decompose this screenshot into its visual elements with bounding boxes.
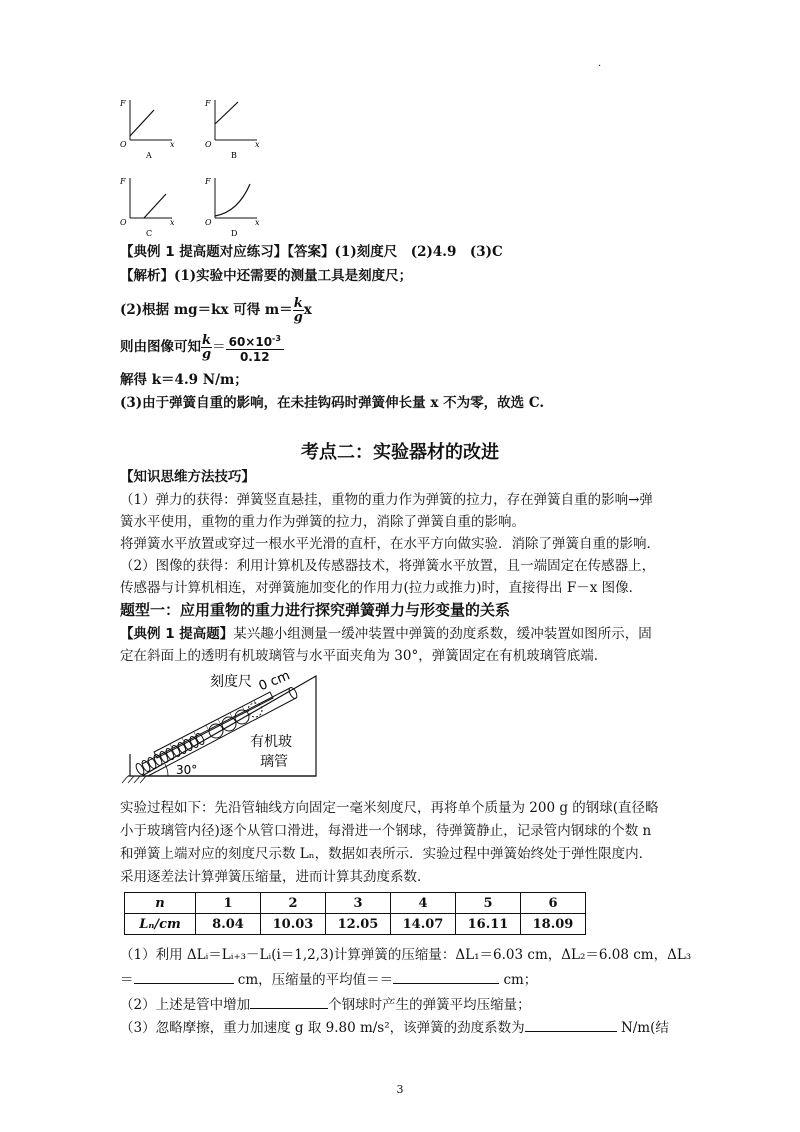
graph-b-x-label: x [255,140,260,149]
data-table [124,892,586,935]
question-1a: （1）利用 ΔLᵢ＝Lᵢ₊₃－Lᵢ(i＝1,2,3)计算弹簧的压缩量：ΔL₁＝6.03 cm，ΔL₂＝6.08 cm，ΔL₃ [120,947,692,963]
graph-d-y-label: F [205,177,211,186]
graph-d-label: D [231,229,238,238]
analysis-line-1 [120,266,412,286]
question-1b: ＝ cm，压缩量的平均值＝＝ cm； [120,969,537,990]
knowledge-p2: 将弹簧水平放置或穿过一根水平光滑的直杆，在水平方向做实验．消除了弹簧自重的影响． [120,536,660,552]
table-row [125,893,586,914]
answer-blank-k[interactable] [525,1017,617,1032]
answer-blank-average[interactable] [393,969,499,984]
table-cell: 3 [326,893,391,914]
k-over-g-fraction: $\frac{k}{g}$ [293,296,303,325]
graph-a-x-label: x [170,140,175,149]
graph-d-origin: O [205,218,212,227]
table-cell: 16.11 [456,914,521,935]
corner-mark: . [598,58,602,69]
graph-b-origin: O [205,140,212,149]
answer-line [120,242,503,262]
table-cell: 4 [391,893,456,914]
knowledge-p1b: 簧水平使用，重物的重力作为弹簧的拉力，消除了弹簧自重的影响。 [120,514,525,530]
graph-c-origin: O [120,218,127,227]
value-fraction: $\frac{60\times 10^{-3}}{0.12}$ [226,332,284,364]
angle-label: 30° [176,763,198,777]
graph-a-origin: O [120,140,127,149]
analysis-label: 【解析】 [120,268,174,284]
analysis-text-2b: x [303,302,312,318]
table-cell: 10.03 [261,914,326,935]
example-label: 【典例 1 提高题】 [120,626,234,642]
procedure-line-1: 实验过程如下：先沿管轴线方向固定一毫米刻度尺，再将单个质量为 200 g 的钢球(直径略 [120,800,659,816]
graph-b-y-label: F [205,99,211,108]
knowledge-p3b: 传感器与计算机相连，对弹簧施加变化的作用力(拉力或推力)时，直接得出 F－x 图像． [120,580,643,596]
table-cell: 14.07 [391,914,456,935]
graph-c [119,177,175,238]
analysis-line-4: 解得 k＝4.9 N/m； [120,372,248,388]
procedure-line-3: 和弹簧上端对应的刻度尺示数 Lₙ，数据如表所示．实验过程中弹簧始终处于弹性限度内． [120,846,653,862]
analysis-text-2: (2)根据 mg＝kx 可得 m＝ [120,302,293,318]
analysis-text-1: (1)实验中还需要的测量工具是刻度尺； [174,268,413,284]
table-cell: 6 [521,893,586,914]
graph-c-label: C [146,229,153,238]
table-cell: 8.04 [196,914,261,935]
answer-blank-dl3[interactable] [134,969,234,984]
zero-label: 0 cm [256,668,293,695]
graph-d [204,177,260,238]
knowledge-p3a: （2）图像的获得：利用计算机及传感器技术，将弹簧水平放置，且一端固定在传感器上， [120,558,656,574]
fx-graphs-figure [110,92,280,240]
procedure-line-4: 采用逐差法计算弹簧压缩量，进而计算其劲度系数． [120,869,431,885]
answer-blank-count[interactable] [250,994,328,1009]
k-over-g-fraction-2: $\frac{k}{g}$ [202,333,212,362]
graph-a-label: A [146,151,152,160]
graph-b-label: B [231,151,237,160]
table-row [125,914,586,935]
graph-c-x-label: x [170,218,175,227]
page-number: 3 [396,1083,404,1096]
analysis-line-5: (3)由于弹簧自重的影响，在未挂钩码时弹簧伸长量 x 不为零，故选 C. [120,395,545,411]
ruler-label: 刻度尺 [210,674,252,690]
graph-a-y-label: F [120,99,126,108]
incline-figure [120,666,320,792]
type1-title: 题型一：应用重物的重力进行探究弹簧弹力与形变量的关系 [120,601,511,619]
analysis-line-2 [120,293,312,327]
answer-prefix: 【典例 1 提高题对应练习】【答案】 [120,244,335,260]
question-3: （3）忽略摩擦，重力加速度 g 取 9.80 m/s²，该弹簧的劲度系数为 N/m(结 [120,1017,669,1038]
knowledge-title: 【知识思维方法技巧】 [120,469,255,485]
example-line-2: 定在斜面上的透明有机玻璃管与水平面夹角为 30°，弹簧固定在有机玻璃管底端. [120,648,599,664]
table-cell: 12.05 [326,914,391,935]
analysis-line-3: 则由图像可知 $\frac{k}{g}$ ＝ $\frac{60\times 10^{-3}}{0.12}$ [120,328,284,366]
analysis-text-3: 则由图像可知 [120,339,201,355]
knowledge-p1a: （1）弹力的获得：弹簧竖直悬挂，重物的重力作为弹簧的拉力，存在弹簧自重的影响→弹 [120,492,653,508]
table-cell: 1 [196,893,261,914]
graph-c-y-label: F [120,177,126,186]
tube-label-2: 璃管 [260,754,288,770]
example-text-1: 某兴趣小组测量一缓冲装置中弹簧的劲度系数，缓冲装置如图所示，固 [233,626,652,642]
table-cell: 2 [261,893,326,914]
procedure-line-2: 小于玻璃管内径)逐个从管口滑进，每滑进一个钢球，待弹簧静止，记录管内钢球的个数 n [120,823,652,839]
table-cell: 5 [456,893,521,914]
graph-d-x-label: x [255,218,260,227]
question-2: （2）上述是管中增加 个钢球时产生的弹簧平均压缩量； [120,994,531,1015]
example-line-1 [120,624,652,644]
table-cell: 18.09 [521,914,586,935]
section-title: 考点二：实验器材的改进 [301,442,499,463]
answer-text: (1)刻度尺 (2)4.9 (3)C [334,244,503,260]
table-cell: n [125,893,196,914]
graph-b [204,99,260,160]
tube-label-1: 有机玻 [250,734,292,750]
graph-a [119,99,175,160]
table-cell: Lₙ/cm [125,914,196,935]
